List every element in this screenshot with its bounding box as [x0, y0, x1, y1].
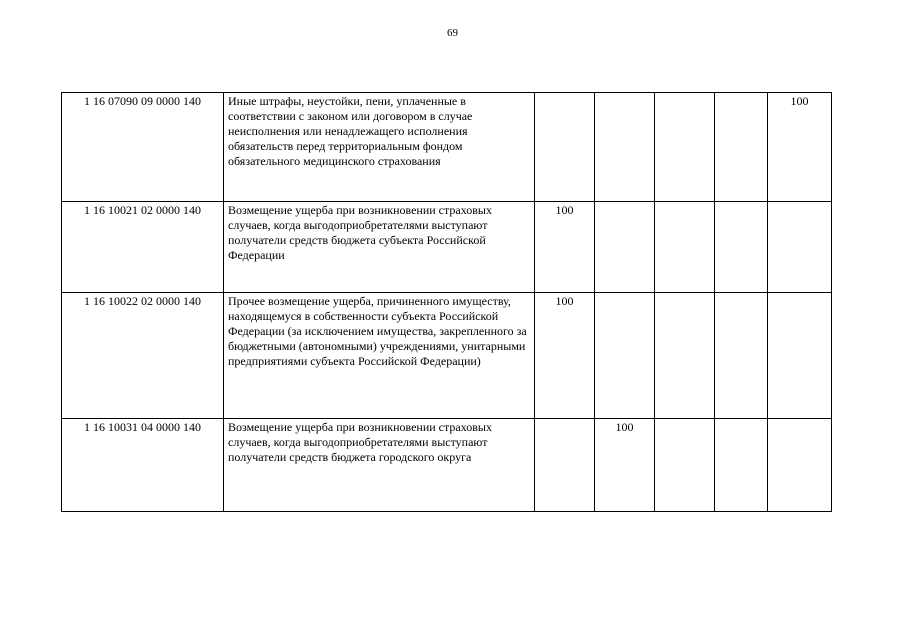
value-cell: 100	[535, 293, 595, 419]
value-cell	[715, 202, 768, 293]
revenue-name-cell: Прочее возмещение ущерба, причиненного имуществу, находящемуся в собственности субъекта Российской Федерации (за исключением имущества, закрепленного за бюджетными (автономными) учреждениями, унитарными предприятиями субъекта Российской Федерации)	[224, 293, 535, 419]
revenue-name-cell: Иные штрафы, неустойки, пени, уплаченные в соответствии с законом или договором в случае неисполнения или ненадлежащего исполнения обязательств перед территориальным фондом обязательного медицинского страхования	[224, 93, 535, 202]
value-cell	[715, 293, 768, 419]
value-cell	[768, 419, 832, 512]
budget-code-cell: 1 16 10022 02 0000 140	[62, 293, 224, 419]
value-cell	[768, 202, 832, 293]
table-row	[62, 293, 832, 419]
page-number: 69	[447, 27, 458, 39]
value-cell	[595, 202, 655, 293]
table-row	[62, 419, 832, 512]
value-cell	[655, 293, 715, 419]
revenue-name-cell: Возмещение ущерба при возникновении страховых случаев, когда выгодоприобретателями выступают получатели средств бюджета субъекта Российской Федерации	[224, 202, 535, 293]
value-cell	[715, 419, 768, 512]
value-cell	[595, 293, 655, 419]
value-cell: 100	[535, 202, 595, 293]
value-cell	[655, 202, 715, 293]
budget-code-cell: 1 16 10021 02 0000 140	[62, 202, 224, 293]
value-cell: 100	[595, 419, 655, 512]
value-cell	[655, 419, 715, 512]
table-row	[62, 202, 832, 293]
value-cell	[595, 93, 655, 202]
value-cell	[768, 293, 832, 419]
table-row	[62, 93, 832, 202]
value-cell	[715, 93, 768, 202]
value-cell: 100	[768, 93, 832, 202]
value-cell	[535, 419, 595, 512]
budget-code-cell: 1 16 10031 04 0000 140	[62, 419, 224, 512]
budget-code-cell: 1 16 07090 09 0000 140	[62, 93, 224, 202]
value-cell	[655, 93, 715, 202]
revenue-name-cell: Возмещение ущерба при возникновении страховых случаев, когда выгодоприобретателями выступают получатели средств бюджета городского округа	[224, 419, 535, 512]
budget-revenue-table	[61, 92, 832, 512]
value-cell	[535, 93, 595, 202]
